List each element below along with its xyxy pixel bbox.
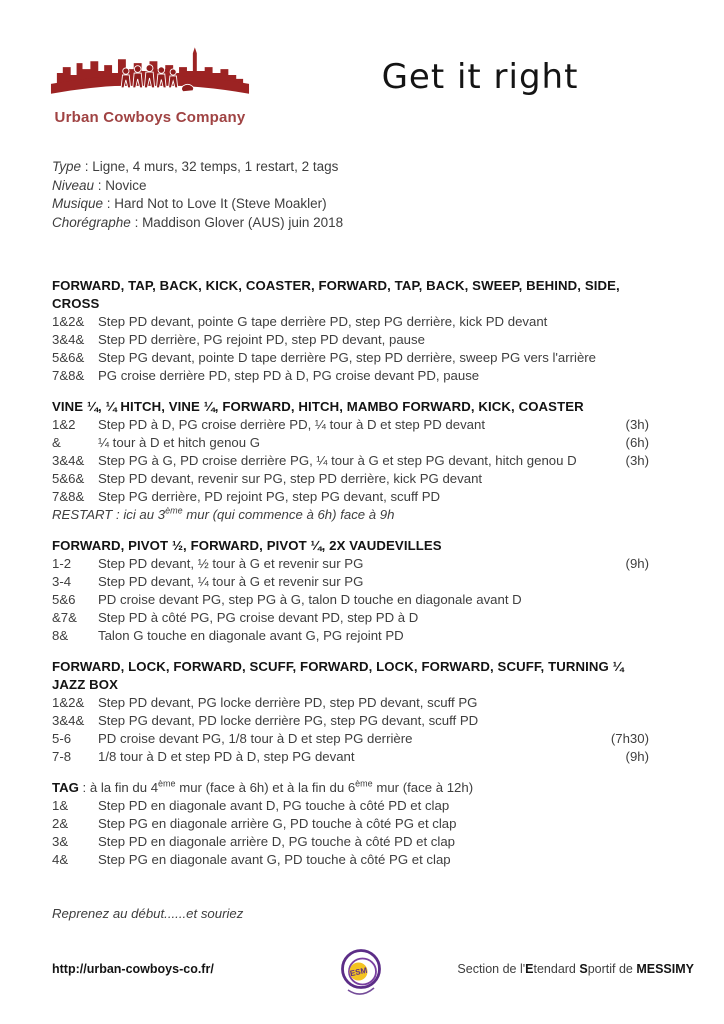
step-count: 3&4& (52, 332, 85, 347)
facing-direction: (3h) (625, 417, 649, 432)
company-logo-block (44, 42, 256, 126)
club-section-part-bold: S (579, 962, 588, 976)
step-count: 7&8& (52, 368, 85, 383)
step-row (52, 488, 649, 506)
step-count: 5&6 (52, 592, 76, 607)
section-2 (52, 398, 649, 524)
club-section-part: Section de l' (457, 962, 526, 976)
section-3 (52, 537, 649, 645)
facing-direction (603, 609, 649, 627)
step-row (52, 367, 649, 385)
step-text: Step PD derrière, PG rejoint PD, step PD devant, pause (98, 332, 425, 347)
esm-logo-text: ESM (349, 965, 369, 979)
step-row (52, 591, 649, 609)
step-text: Step PD devant, ¼ tour à G et revenir sur PG (98, 574, 364, 589)
step-row (52, 712, 649, 730)
ordinal-superscript: ème (355, 778, 373, 789)
step-row (52, 833, 649, 851)
step-row (52, 815, 649, 833)
club-section-part: tendard (533, 962, 580, 976)
step-text: Step PG en diagonale arrière G, PD touche à côté PG et clap (98, 816, 457, 831)
step-text: Step PD en diagonale arrière D, PG touche à côté PD et clap (98, 834, 455, 849)
facing-direction (603, 712, 649, 730)
step-count: 7-8 (52, 749, 72, 764)
company-name: Urban Cowboys Company (54, 109, 246, 126)
section-1 (52, 277, 649, 385)
step-count: 2& (52, 816, 69, 831)
meta-label: Musique (52, 196, 104, 212)
step-text: PD croise devant PG, step PG à G, talon D touche en diagonale avant D (98, 592, 522, 607)
city-skyline-logo-image (49, 42, 251, 106)
restart-note (52, 506, 649, 524)
meta-value: : Maddison Glover (AUS) juin 2018 (130, 215, 344, 231)
step-count: 5-6 (52, 731, 72, 746)
tag-heading-text: mur (face à 6h) et à la fin du 6 (175, 780, 356, 795)
website-link[interactable]: http://urban-cowboys-co.fr/ (52, 962, 214, 976)
facing-direction: (7h30) (610, 731, 649, 746)
step-count: 1& (52, 798, 69, 813)
restart-note-text: mur (qui commence à 6h) face à 9h (182, 507, 395, 522)
step-row (52, 609, 649, 627)
step-text: Step PD devant, pointe G tape derrière PD, step PG derrière, kick PD devant (98, 314, 548, 329)
step-row (52, 452, 649, 470)
closing-line: Reprenez au début......et souriez (52, 906, 244, 921)
facing-direction (603, 313, 649, 331)
facing-direction (603, 331, 649, 349)
facing-direction (603, 694, 649, 712)
step-row (52, 555, 649, 573)
meta-value: : Ligne, 4 murs, 32 temps, 1 restart, 2 tags (81, 159, 339, 174)
step-count: 5&6& (52, 471, 85, 486)
step-text: PD croise devant PG, 1/8 tour à D et step PG derrière (98, 731, 413, 746)
meta-row-type (52, 158, 343, 177)
step-text: ¼ tour à D et hitch genou G (98, 435, 261, 450)
facing-direction (603, 573, 649, 591)
tag-section (52, 779, 649, 869)
step-row (52, 313, 649, 331)
tag-heading-text: mur (face à 12h) (372, 780, 474, 795)
step-text: Step PG en diagonale avant G, PD touche à côté PG et clap (98, 852, 451, 867)
facing-direction (603, 367, 649, 385)
step-count: 1&2 (52, 417, 76, 432)
step-text: PG croise derrière PD, step PD à D, PG croise devant PD, pause (98, 368, 480, 383)
step-text: Step PG devant, PD locke derrière PG, step PG devant, scuff PD (98, 713, 479, 728)
step-row (52, 627, 649, 645)
tag-label: TAG (52, 780, 79, 795)
step-row (52, 748, 649, 766)
step-text: Step PD à D, PG croise derrière PD, ¼ tour à D et step PD devant (98, 417, 486, 432)
facing-direction: (9h) (625, 749, 649, 764)
step-count: &7& (52, 610, 77, 625)
step-text: Talon G touche en diagonale avant G, PG rejoint PD (98, 628, 404, 643)
section-title: FORWARD, TAP, BACK, KICK, COASTER, FORWARD, TAP, BACK, SWEEP, BEHIND, SIDE, CROSS (52, 278, 620, 311)
meta-value: : Hard Not to Love It (Steve Moakler) (103, 196, 327, 212)
section-title: FORWARD, LOCK, FORWARD, SCUFF, FORWARD, LOCK, FORWARD, SCUFF, TURNING ¼ JAZZ BOX (52, 659, 624, 692)
tag-heading (52, 779, 649, 797)
dance-meta (52, 158, 343, 233)
meta-value: : Novice (94, 177, 147, 193)
meta-row-level (52, 177, 343, 196)
facing-direction (603, 627, 649, 645)
section-title: VINE ¼, ¼ HITCH, VINE ¼, FORWARD, HITCH, MAMBO FORWARD, KICK, COASTER (52, 399, 584, 414)
club-section-part-bold: MESSIMY (636, 962, 694, 976)
step-text: Step PD à côté PG, PG croise devant PD, step PD à D (98, 610, 419, 625)
step-row (52, 434, 649, 452)
facing-direction: (6h) (625, 435, 649, 450)
facing-direction: (3h) (625, 453, 649, 468)
ordinal-superscript: ème (165, 505, 183, 516)
esm-club-logo (338, 945, 384, 1003)
step-count: 3&4& (52, 453, 85, 468)
step-row (52, 730, 649, 748)
step-text: Step PG à G, PD croise derrière PG, ¼ tour à G et step PG devant, hitch genou D (98, 453, 577, 468)
facing-direction (603, 470, 649, 488)
tag-heading-text: : à la fin du 4 (78, 780, 159, 795)
step-count: 3&4& (52, 713, 85, 728)
facing-direction (603, 488, 649, 506)
step-text: Step PD en diagonale avant D, PG touche à côté PD et clap (98, 798, 450, 813)
facing-direction (603, 591, 649, 609)
step-row (52, 331, 649, 349)
step-count: 3-4 (52, 574, 72, 589)
step-text: Step PG devant, pointe D tape derrière PG, step PD derrière, sweep PG vers l'arrière (98, 350, 597, 365)
meta-label: Chorégraphe (52, 215, 131, 231)
facing-direction (603, 349, 649, 367)
step-count: & (52, 435, 61, 450)
step-row (52, 416, 649, 434)
ordinal-superscript: ème (158, 778, 176, 789)
step-text: Step PD devant, PG locke derrière PD, step PD devant, scuff PG (98, 695, 478, 710)
meta-label: Type (52, 159, 82, 174)
step-count: 4& (52, 852, 69, 867)
club-section-part-bold: E (525, 962, 534, 976)
facing-direction: (9h) (625, 556, 649, 571)
step-row (52, 349, 649, 367)
step-count: 5&6& (52, 350, 85, 365)
step-row (52, 470, 649, 488)
restart-note-text: RESTART : ici au 3 (52, 507, 166, 522)
meta-label: Niveau (52, 177, 95, 193)
step-row (52, 573, 649, 591)
choreography-content (52, 277, 649, 923)
dance-title: Get it right (381, 57, 579, 97)
step-row (52, 851, 649, 869)
step-count: 8& (52, 628, 69, 643)
meta-row-choreographer (52, 214, 343, 233)
step-row (52, 694, 649, 712)
step-text: 1/8 tour à D et step PD à D, step PG devant (98, 749, 355, 764)
meta-row-music (52, 195, 343, 214)
club-section-part: portif de (587, 962, 637, 976)
club-section-text (457, 962, 694, 976)
step-text: Step PG derrière, PD rejoint PG, step PG devant, scuff PD (98, 489, 441, 504)
step-count: 1&2& (52, 314, 85, 329)
section-title: FORWARD, PIVOT ½, FORWARD, PIVOT ¼, 2X VAUDEVILLES (52, 538, 442, 553)
section-4 (52, 658, 649, 766)
step-text: Step PD devant, revenir sur PG, step PD derrière, kick PG devant (98, 471, 483, 486)
step-count: 7&8& (52, 489, 85, 504)
step-count: 1-2 (52, 556, 72, 571)
step-text: Step PD devant, ½ tour à G et revenir sur PG (98, 556, 364, 571)
esm-swirl-tail (348, 988, 374, 994)
step-count: 3& (52, 834, 69, 849)
step-row (52, 797, 649, 815)
step-count: 1&2& (52, 695, 85, 710)
